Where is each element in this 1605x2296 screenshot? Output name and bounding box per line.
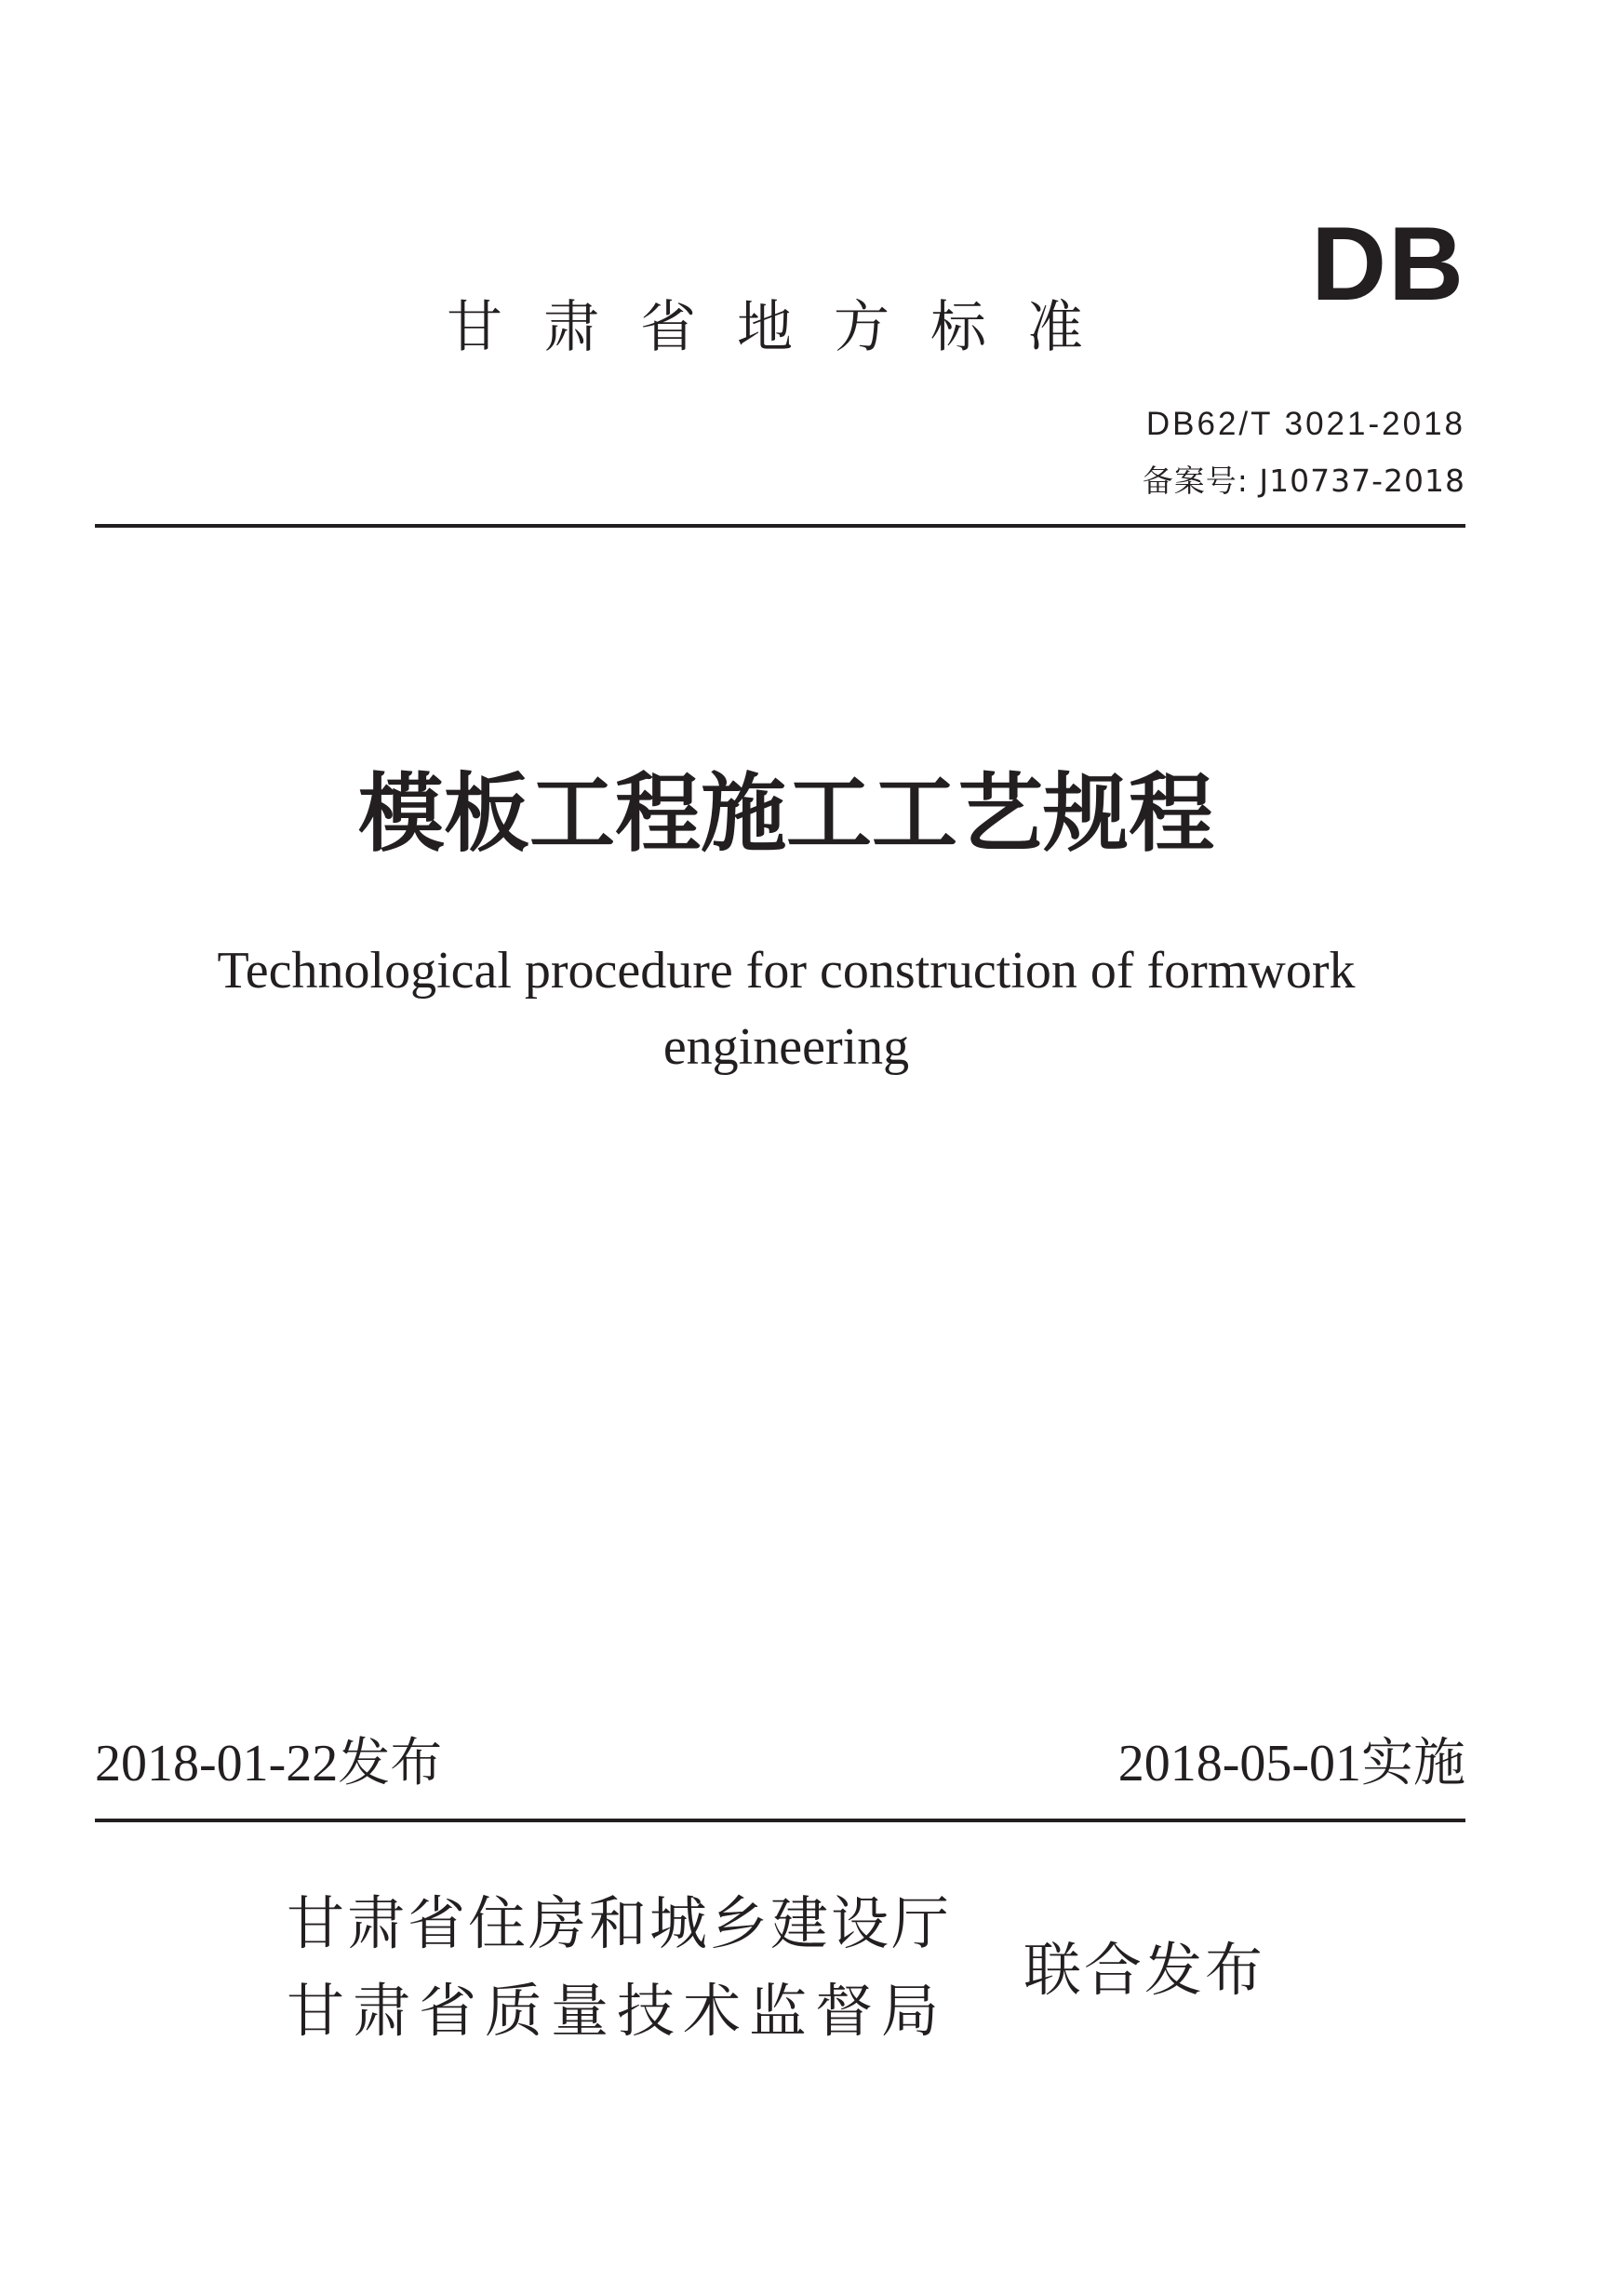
effective-date: 2018-05-01实施	[1117, 1735, 1465, 1792]
bottom-divider	[95, 1819, 1465, 1822]
db-mark: DB	[1311, 206, 1465, 322]
standard-number: DB62/T 3021-2018	[1145, 406, 1465, 442]
issue-date: 2018-01-22发布	[95, 1735, 443, 1792]
joint-publication-label: 联合发布	[1023, 1936, 1266, 2004]
title-english: Technological procedure for construction of formwork engineering	[217, 942, 1356, 1076]
publisher-department-1: 甘肃省住房和城乡建设厅	[287, 1889, 953, 1957]
top-divider	[95, 524, 1465, 528]
record-number: 备案号: J10737-2018	[1142, 463, 1465, 499]
title-chinese: 模板工程施工工艺规程	[357, 763, 1214, 864]
publisher-department-2: 甘肃省质量技术监督局	[287, 1977, 948, 2045]
standard-type: 甘肃省地方标准	[447, 295, 1124, 360]
